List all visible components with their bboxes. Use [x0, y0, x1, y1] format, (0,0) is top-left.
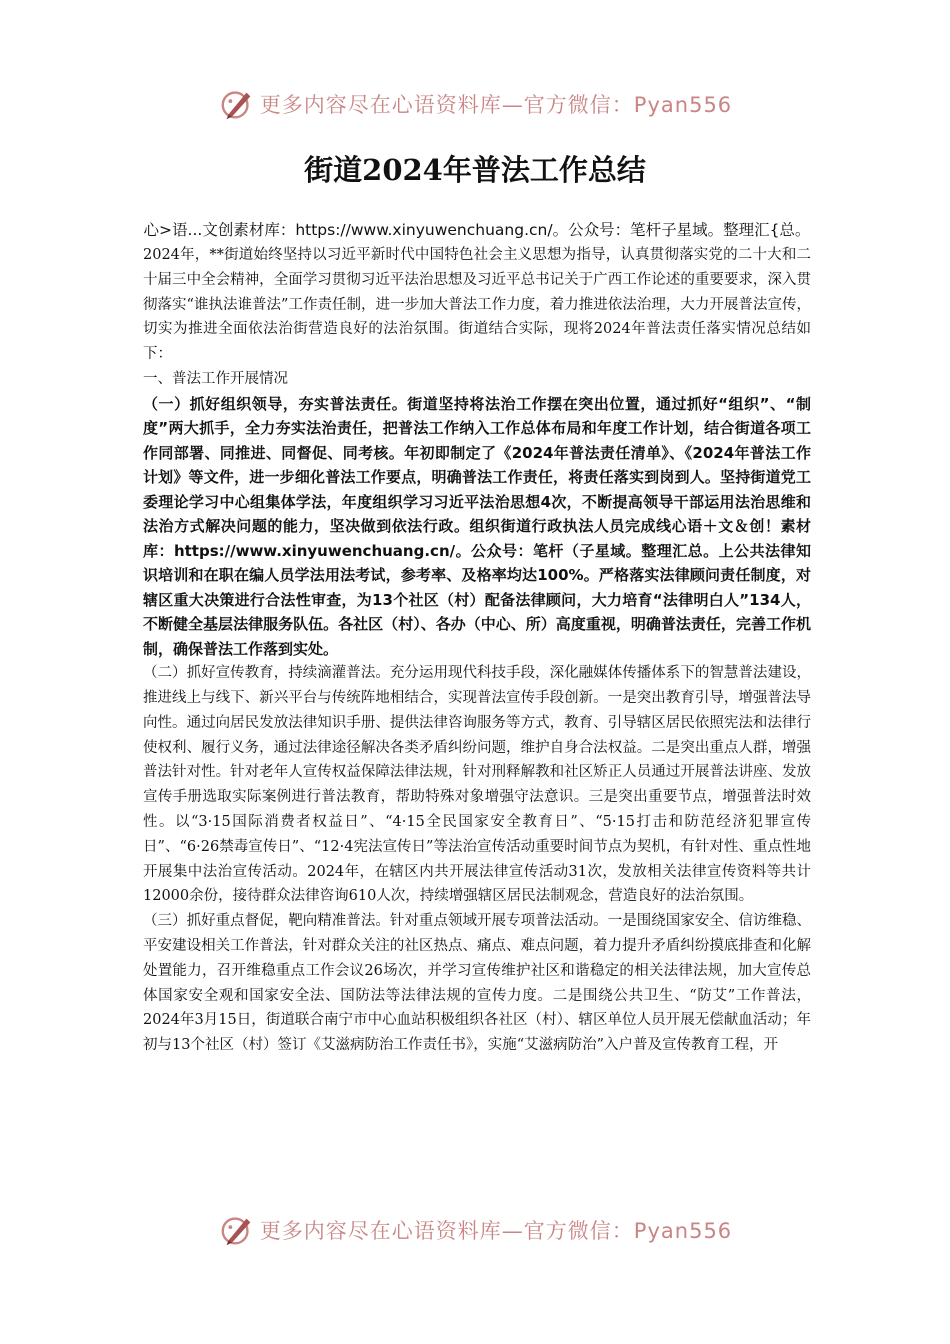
fountain-pen-logo-icon	[218, 1211, 256, 1249]
section-2-paragraph: （二）抓好宣传教育，持续滴灌普法。充分运用现代科技手段，深化融媒体传播体系下的智慧普法建设，推进线上与线下、新兴平台与传统阵地相结合，实现普法宣传手段创新。一是突出教育引导，增强普法导向性。通过向居民发放法律知识手册、提供法律咨询服务等方式，教育、引导辖区居民依照宪法和法律行使权利、履行义务，通过法律途径解决各类矛盾纠纷问题，维护自身合法权益。二是突出重点人群，增强普法针对性。针对老年人宣传权益保障法律法规，针对刑释解教和社区矫正人员通过开展普法讲座、发放宣传手册选取实际案例进行普法教育，帮助特殊对象增强守法意识。三是突出重要节点，增强普法时效性。以“3·15国际消费者权益日”、“4·15全民国家安全教育日”、“5·15打击和防范经济犯罪宣传日”、“6·26禁毒宣传日”、“12·4宪法宣传日”等法治宣传活动重要时间节点为契机，有针对性、重点性地开展集中法治宣传活动。2024年，在辖区内共开展法律宣传活动31次，发放相关法律宣传资料等共计12000余份，接待群众法律咨询610人次，持续增强辖区居民法制观念，营造良好的法治氛围。	[143, 665, 811, 905]
document-title: 街道2024年普法工作总结	[304, 153, 646, 187]
source-line: 心>语...文创素材库：https://www.xinyuwenchuang.cn/。公众号：笔杆子星域。整理汇{总。	[143, 221, 811, 239]
watermark-text: 更多内容尽在心语资料库—官方微信：Pyan556	[259, 93, 733, 117]
section-heading: 一、普法工作开展情况	[143, 370, 288, 387]
section-3-paragraph: （三）抓好重点督促，靶向精准普法。针对重点领域开展专项普法活动。一是围绕国家安全、信访维稳、平安建设相关工作普法，针对群众关注的社区热点、痛点、难点问题，着力提升矛盾纠纷摸底排查和化解处置能力，召开维稳重点工作会议26场次，并学习宣传维护社区和谐稳定的相关法律法规，加大宣传总体国家安全观和国家安全法、国防法等法律法规的宣传力度。二是围绕公共卫生、“防艾”工作普法，2024年3月15日，街道联合南宁市中心血站积极组织各社区（村）、辖区单位人员开展无偿献血活动；年初与13个社区（村）签订《艾滋病防治工作责任书》，实施“艾滋病防治”入户普及宣传教育工程，开	[143, 913, 811, 1054]
watermark-text: 更多内容尽在心语资料库—官方微信：Pyan556	[259, 1219, 733, 1243]
watermark-banner-bottom	[0, 1208, 950, 1252]
fountain-pen-logo-icon	[218, 85, 256, 123]
intro-paragraph: 2024年，**街道始终坚持以习近平新时代中国特色社会主义思想为指导，认真贯彻落实党的二十大和二十届三中全会精神，全面学习贯彻习近平法治思想及习近平总书记关于广西工作论述的重要要求，深入贯彻落实“谁执法谁普法”工作责任制，进一步加大普法工作力度，着力推进依法治理，大力开展普法宣传，切实为推进全面依法治街营造良好的法治氛围。街道结合实际，现将2024年普法责任落实情况总结如下：	[143, 247, 811, 363]
watermark-banner-top	[0, 82, 950, 126]
document-body	[143, 218, 811, 1058]
section-1-paragraph: （一）抓好组织领导，夯实普法责任。街道坚持将法治工作摆在突出位置，通过抓好“组织”、“制度”两大抓手，全力夯实法治责任，把普法工作纳入工作总体布局和年度工作计划，结合街道各项工作同部署、同推进、同督促、同考核。年初即制定了《2024年普法责任清单》、《2024年普法工作计划》等文件，进一步细化普法工作要点，明确普法工作责任，将责任落实到岗到人。坚持街道党工委理论学习中心组集体学法，年度组织学习习近平法治思想4次，不断提高领导干部运用法治思维和法治方式解决问题的能力，坚决做到依法行政。组织街道行政执法人员完成线心语＋文＆创！素材库：https://www.xinyuwenchuang.cn/。公众号：笔杆（子星域。整理汇总。上公共法律知识培训和在职在编人员学法用法考试，参考率、及格率均达100%。严格落实法律顾问责任制度，对辖区重大决策进行合法性审查，为13个社区（村）配备法律顾问，大力培育“法律明白人”134人，不断健全基层法律服务队伍。各社区（村）、各办（中心、所）高度重视，明确普法责任，完善工作机制，确保普法工作落到实处。	[143, 394, 811, 658]
